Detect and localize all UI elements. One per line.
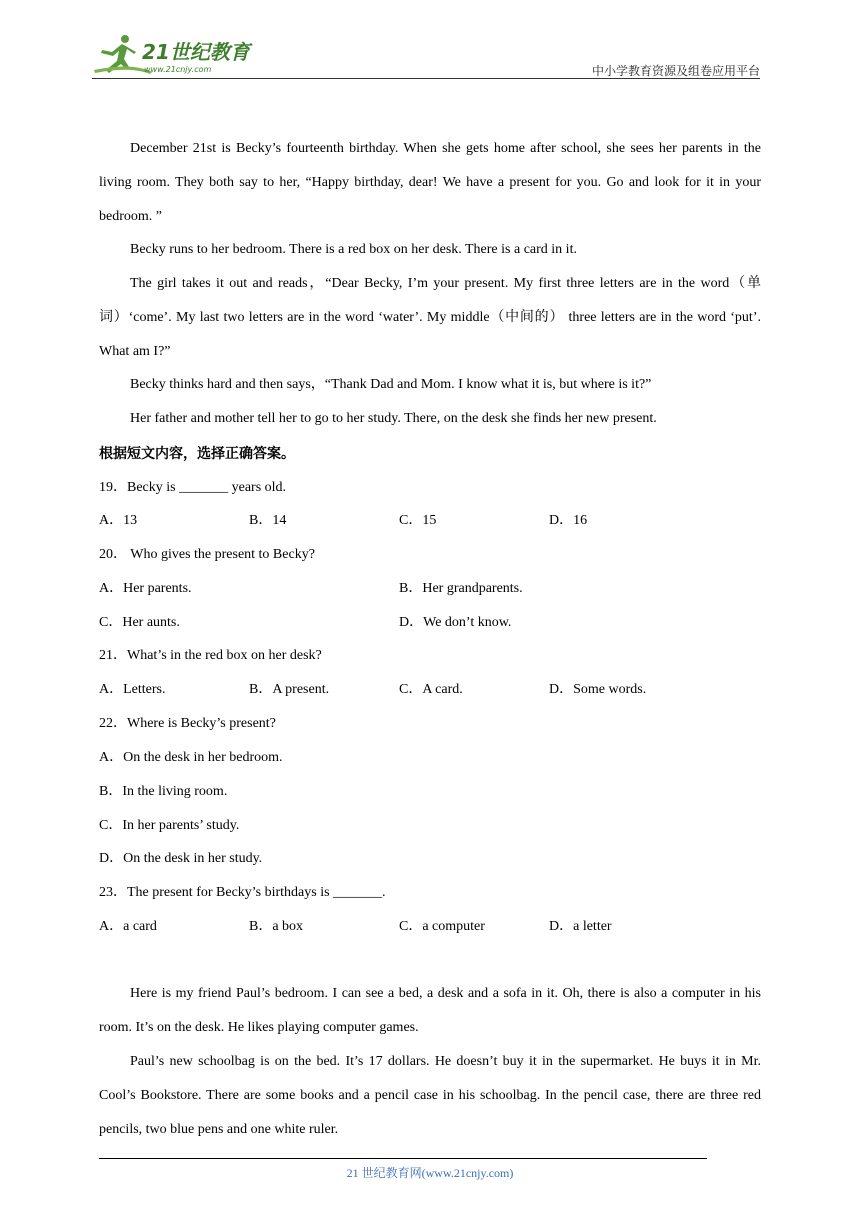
question-22-option-c[interactable]: C．In her parents’ study.: [99, 818, 240, 833]
question-23-stem: 23．The present for Becky’s birthdays is _______.: [99, 885, 386, 900]
page-header: [92, 28, 760, 80]
question-21-stem: 21．What’s in the red box on her desk?: [99, 648, 322, 663]
logo-text: 21世纪教育: [142, 40, 250, 64]
passage1-paragraph-2: Becky runs to her bedroom. There is a red box on her desk. There is a card in it.: [130, 242, 577, 257]
site-logo: [92, 32, 262, 76]
question-20-option-c[interactable]: C．Her aunts.: [99, 615, 180, 630]
question-20-stem: 20． Who gives the present to Becky?: [99, 547, 315, 562]
logo-url: www.21cnjy.com: [144, 65, 212, 74]
question-20-option-b[interactable]: B．Her grandparents.: [399, 581, 523, 596]
question-21-option-b[interactable]: B．A present.: [249, 682, 330, 697]
question-23-option-c[interactable]: C．a computer: [399, 919, 485, 934]
header-divider: [92, 78, 760, 79]
question-19-option-d[interactable]: D．16: [549, 513, 588, 528]
question-23-option-d[interactable]: D．a letter: [549, 919, 612, 934]
header-platform-text: 中小学教育资源及组卷应用平台: [591, 64, 760, 78]
passage1-paragraph-5: Her father and mother tell her to go to her study. There, on the desk she finds her new present.: [130, 411, 657, 426]
passage1-paragraph-1: December 21st is Becky’s fourteenth birthday. When she gets home after school, she sees her parents in the living room. They both say to her, “Happy birthday, dear! We have a present for you. Go and look for it in your bedroom. ”: [99, 141, 761, 224]
question-20-option-d[interactable]: D．We don’t know.: [399, 615, 512, 630]
question-20-option-a[interactable]: A．Her parents.: [99, 581, 192, 596]
question-21-option-d[interactable]: D．Some words.: [549, 682, 647, 697]
question-19-option-b[interactable]: B．14: [249, 513, 287, 528]
question-22-option-d[interactable]: D．On the desk in her study.: [99, 851, 263, 866]
passage2-paragraph-1: Here is my friend Paul’s bedroom. I can see a bed, a desk and a sofa in it. Oh, there is also a computer in his room. It’s on the desk. He likes playing computer games.: [99, 986, 761, 1035]
footer-text: 21 世纪教育网(www.21cnjy.com): [346, 1166, 514, 1180]
question-21-option-c[interactable]: C．A card.: [399, 682, 463, 697]
question-19-stem: 19．Becky is _______ years old.: [99, 480, 287, 495]
passage1-paragraph-3: The girl takes it out and reads，“Dear Becky, I’m your present. My first three letters are in the word（单词）‘come’. My last two letters are in the word ‘water’. My middle（中间的） three letters are in the word ‘put’. What am I?”: [99, 276, 761, 359]
question-19-option-c[interactable]: C．15: [399, 513, 437, 528]
footer-divider: [99, 1158, 707, 1159]
instruction-text: 根据短文内容，选择正确答案。: [99, 446, 295, 462]
passage1-paragraph-4: Becky thinks hard and then says，“Thank Dad and Mom. I know what it is, but where is it?”: [130, 377, 652, 392]
question-23-option-b[interactable]: B．a box: [249, 919, 304, 934]
passage2-paragraph-2: Paul’s new schoolbag is on the bed. It’s 17 dollars. He doesn’t buy it in the supermarket. He buys it in Mr. Cool’s Bookstore. There are some books and a pencil case in his schoolbag. In the pencil case, there are three red pencils, two blue pens and one white ruler.: [99, 1054, 761, 1137]
question-23-option-a[interactable]: A．a card: [99, 919, 157, 934]
question-21-option-a[interactable]: A．Letters.: [99, 682, 166, 697]
question-19-option-a[interactable]: A．13: [99, 513, 138, 528]
question-22-option-a[interactable]: A．On the desk in her bedroom.: [99, 750, 283, 765]
question-22-stem: 22．Where is Becky’s present?: [99, 716, 276, 731]
question-22-option-b[interactable]: B．In the living room.: [99, 784, 228, 799]
